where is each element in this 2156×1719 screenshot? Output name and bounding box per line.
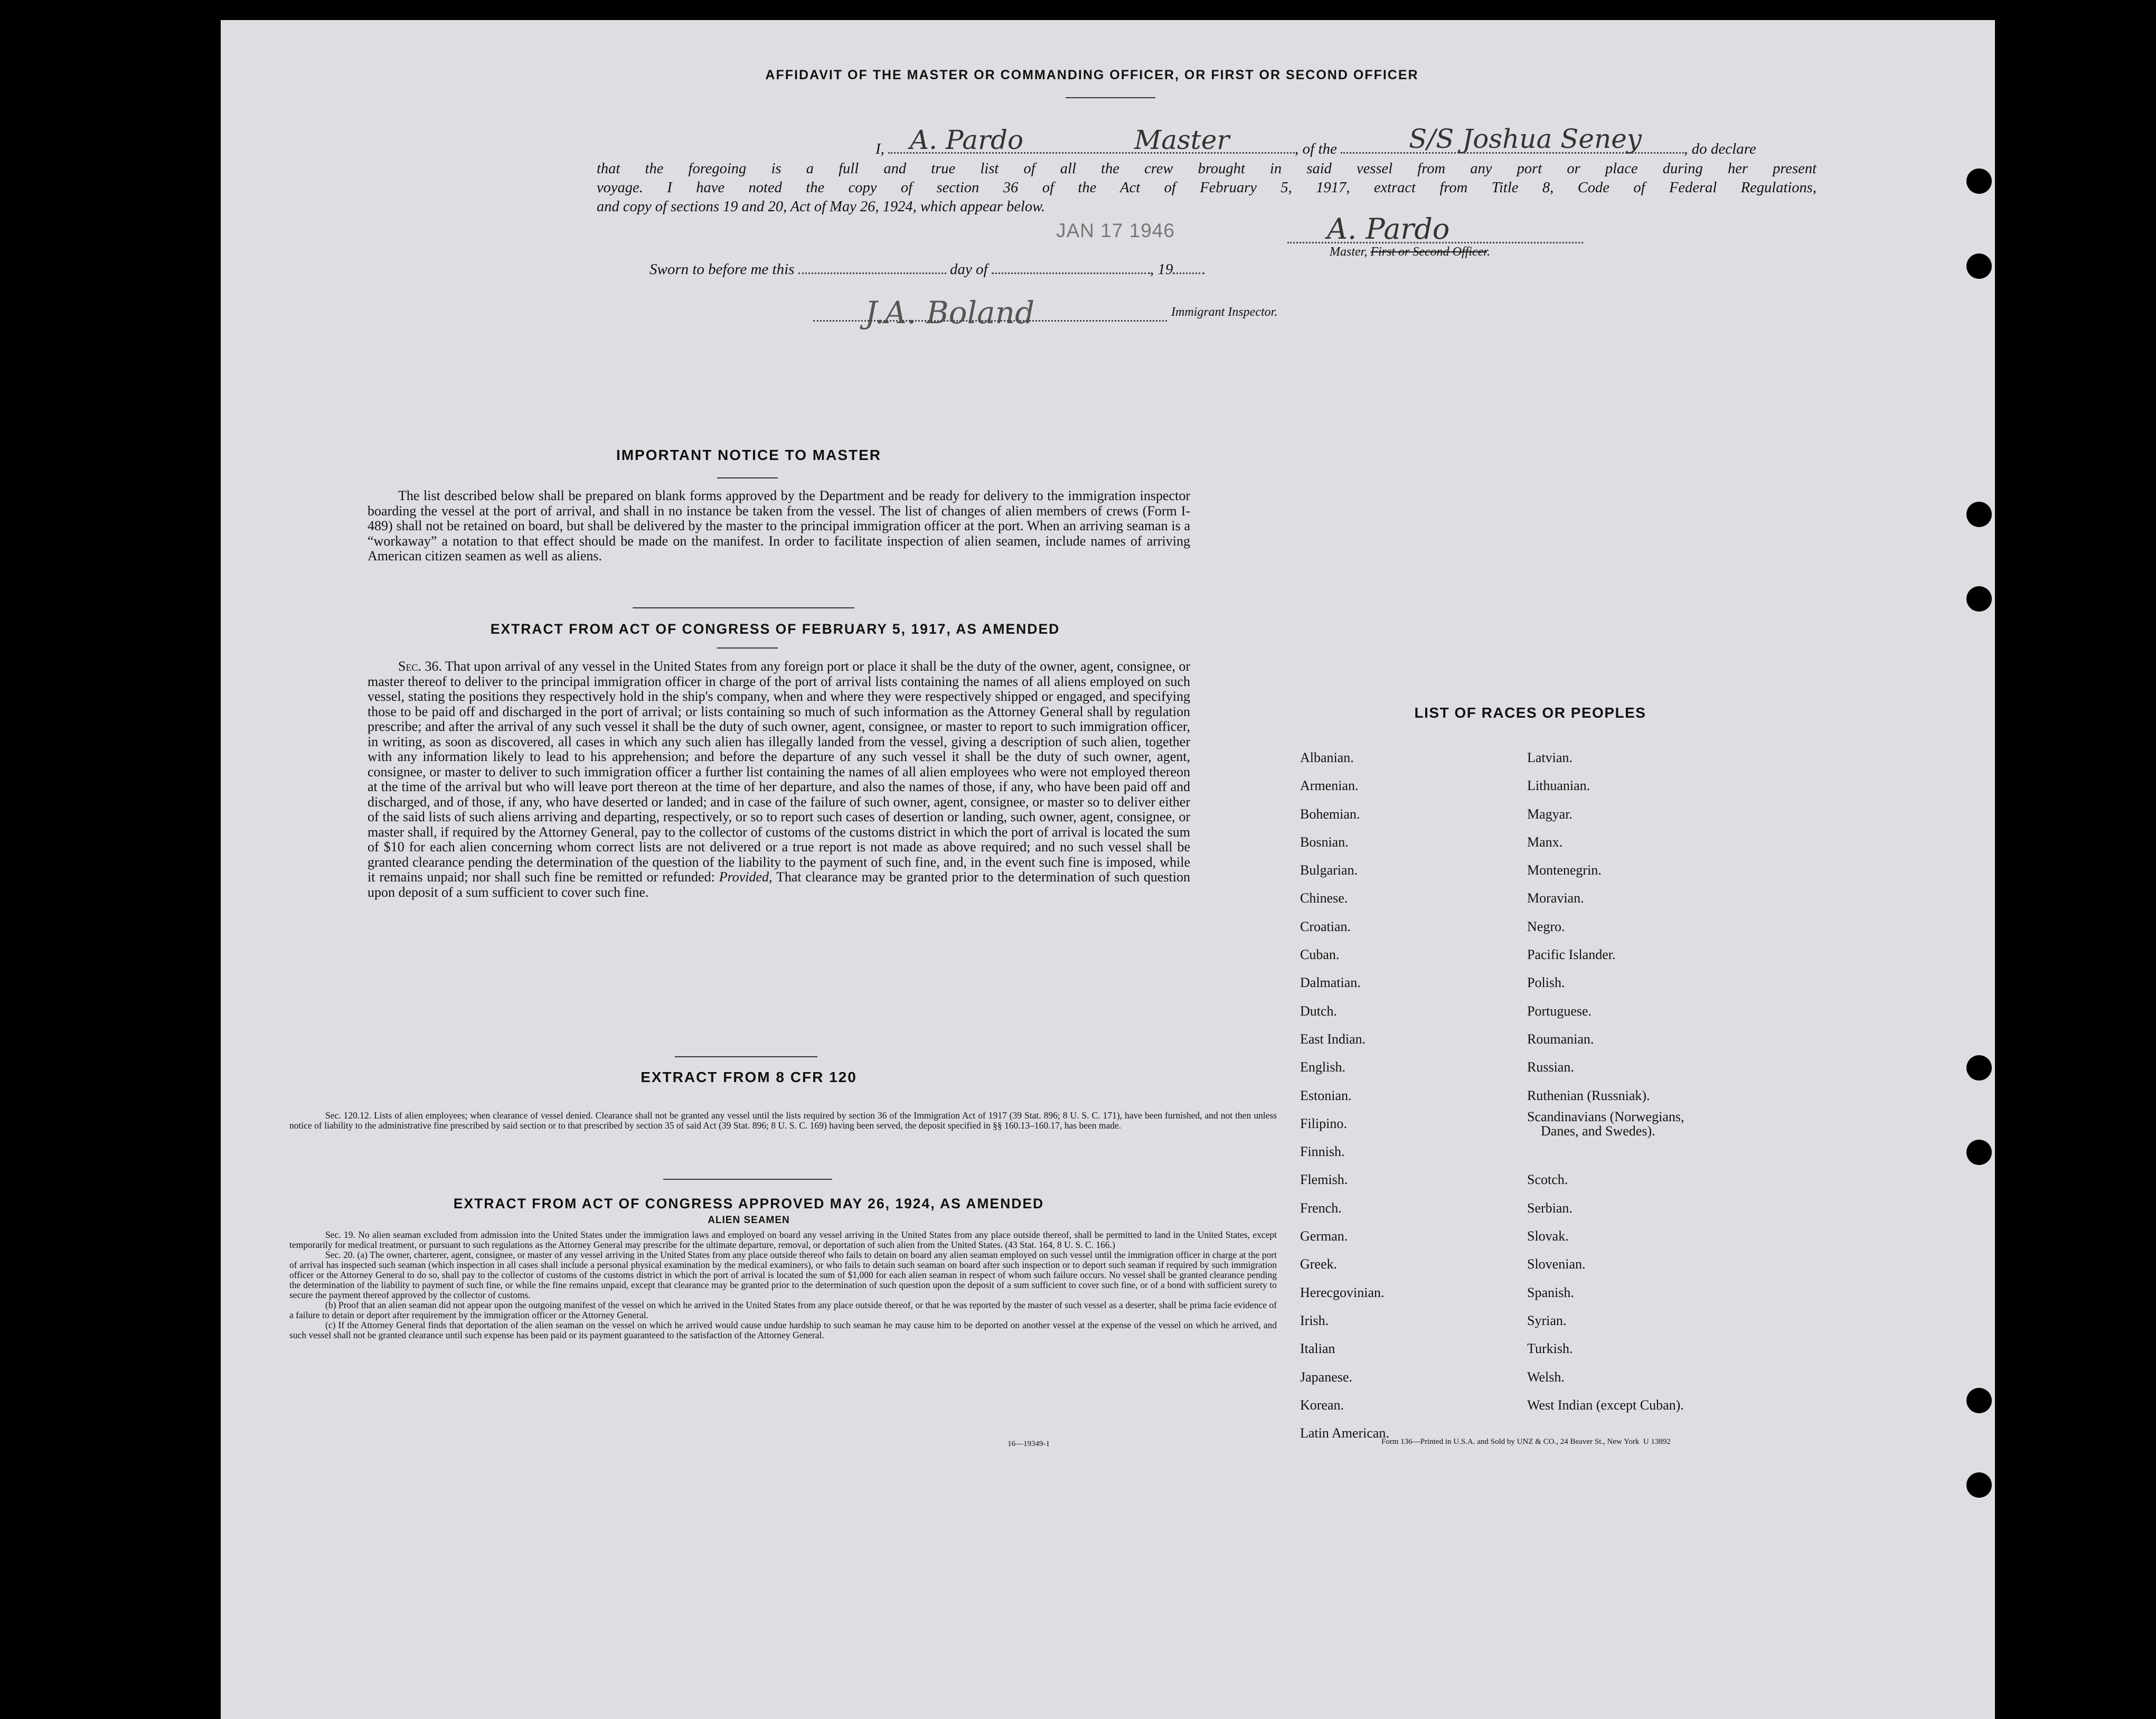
document-page: [221, 20, 1995, 1719]
notice-heading: IMPORTANT NOTICE TO MASTER: [616, 447, 882, 463]
year-label: , 19: [1150, 261, 1173, 278]
race-item: French.: [1300, 1200, 1342, 1216]
races-heading: LIST OF RACES OR PEOPLES: [1414, 704, 1646, 721]
race-item: Negro.: [1527, 918, 1565, 934]
race-item: Spanish.: [1527, 1284, 1574, 1300]
master-role-handwriting: Master: [1134, 125, 1230, 155]
race-item: English.: [1300, 1059, 1345, 1075]
race-item: German.: [1300, 1228, 1348, 1244]
sec20b-text: (b) Proof that an alien seaman did not appear upon the outgoing manifest of the vessel on which he arrived in the United States from any place outside thereof, or that he was reported by the master of such vessel as a deserter, shall be prima facie evidence of a failure to detain or deport after requirement by the immigration officer or the Attorney General.: [289, 1300, 1277, 1320]
struck-officer-text: First or Second Officer: [1370, 245, 1487, 259]
race-item: Cuban.: [1300, 947, 1340, 963]
race-item: Magyar.: [1527, 806, 1573, 822]
race-item: Slovak.: [1527, 1228, 1569, 1244]
cfr-rule: [663, 1179, 832, 1180]
punch-hole: [1966, 502, 1992, 527]
extract-1917-rule: [717, 647, 778, 649]
race-item: Lithuanian.: [1527, 778, 1590, 794]
race-item: Pacific Islander.: [1527, 947, 1616, 963]
race-item: Ruthenian (Russniak).: [1527, 1087, 1650, 1103]
day-of-label: day of: [949, 261, 988, 278]
race-item: Moravian.: [1527, 890, 1584, 906]
punch-hole: [1966, 586, 1992, 612]
punch-hole: [1966, 253, 1992, 279]
race-item: Manx.: [1527, 834, 1563, 850]
race-item: Irish.: [1300, 1312, 1329, 1328]
form-number: 16—19349-1: [1008, 1440, 1050, 1448]
race-item: Filipino.: [1300, 1115, 1347, 1131]
alien-seamen-subheading: ALIEN SEAMEN: [708, 1215, 790, 1226]
punch-hole: [1966, 1388, 1992, 1413]
punch-hole: [1966, 1472, 1992, 1498]
master-signature: A. Pardo: [1327, 212, 1450, 246]
notice-bottom-rule: [633, 607, 854, 608]
race-item: Welsh.: [1527, 1369, 1565, 1385]
signature-line: [1287, 242, 1583, 243]
do-declare-label: , do declare: [1684, 140, 1756, 157]
sworn-year-field[interactable]: [1173, 273, 1204, 274]
affidavit-body: [597, 159, 1816, 217]
race-item: Syrian.: [1527, 1312, 1567, 1328]
race-item: Armenian.: [1300, 778, 1359, 794]
race-item: Polish.: [1527, 975, 1565, 991]
sec36-body-end: That clearance may be granted prior to the determination of such question upon deposit of a sum sufficient to cover such fine.: [368, 869, 1191, 900]
race-item: Japanese.: [1300, 1369, 1352, 1385]
inspector-caption: Immigrant Inspector.: [1171, 305, 1278, 319]
race-item: Italian: [1300, 1341, 1335, 1357]
sec20a-text: Sec. 20. (a) The owner, charterer, agent, consignee, or master of any vessel arriving in the United States from any place outside thereof who fails to detain on board any alien seaman employed on such vessel until the immigration officer in charge at the port of arrival has inspected such seaman (which inspection in all cases shall include a personal physical examination by the medical examiners), or who fails to detain such seaman on board after such inspection or to deport such seaman if required by such immigration officer or the Attorney General to do so, shall pay to the collector of customs of the customs district in which the port of arrival is located the sum of $1,000 for each alien seaman in respect of whom such failure occurs. No vessel shall be granted clearance pending the determination of the liability to payment of such fine, or while the fine remains unpaid, except that clearance may be granted prior to the determination of such question upon the deposit of a sum sufficient to cover such fine, or of a bond with sufficient surety to secure the payment thereof approved by the collector of customs.: [289, 1250, 1277, 1300]
extract-1924-text: [289, 1230, 1277, 1340]
race-item: Scotch.: [1527, 1172, 1568, 1188]
race-item: Bohemian.: [1300, 806, 1360, 822]
affidavit-line: that the foregoing is a full and true list of all the crew brought in said vessel from any port or place during her present: [597, 161, 1816, 177]
inspector-signature: J.A. Boland: [865, 295, 1035, 331]
race-item: East Indian.: [1300, 1031, 1366, 1047]
race-item: Portuguese.: [1527, 1003, 1592, 1019]
master-caption-master: Master,: [1330, 245, 1368, 259]
race-item: Serbian.: [1527, 1200, 1573, 1216]
race-item: Dalmatian.: [1300, 975, 1361, 991]
master-name-handwriting: A. Pardo: [910, 125, 1024, 155]
race-item: Roumanian.: [1527, 1031, 1594, 1047]
race-item: Dutch.: [1300, 1003, 1338, 1019]
of-the-label: , of the: [1295, 140, 1337, 157]
cfr-text: Sec. 120.12. Lists of alien employees; when clearance of vessel denied. Clearance shall not be granted any vessel until the lists required by section 36 of the Immigration Act of 1917 (39 Stat. 896; 8 U. S. C. 171), have been furnished, and not then unless notice of liability to the administrative fine prescribed by said section or to that prescribed by section 35 of said Act (39 Stat. 896; 8 U. S. C. 169) having been served, the deposit specified in §§ 160.13–160.17, has been made.: [289, 1110, 1277, 1131]
inspector-line: [813, 320, 1167, 322]
printer-footer: Form 136—Printed in U.S.A. and Sold by UNZ & CO., 24 Beaver St., New York U 13892: [1381, 1438, 1671, 1446]
races-left-column: [1300, 744, 1389, 1447]
date-stamp: JAN 17 1946: [1056, 220, 1175, 241]
race-item: Finnish.: [1300, 1144, 1345, 1160]
sworn-day-field[interactable]: [798, 273, 946, 274]
affidavit-line: voyage. I have noted the copy of section 36 of the Act of February 5, 1917, extract from Title 8, Code of Federal Regulations,: [597, 180, 1816, 196]
affidavit-title: AFFIDAVIT OF THE MASTER OR COMMANDING OFFICER, OR FIRST OR SECOND OFFICER: [765, 68, 1419, 82]
notice-rule: [717, 477, 778, 478]
race-item: Latin American.: [1300, 1425, 1389, 1441]
sec36-body: That upon arrival of any vessel in the United States from any foreign port or place it shall be the duty of the owner, agent, consignee, or master thereof to deliver to the principal immigration officer in charge of the port of arrival lists containing the names of all aliens employed on such vessel, stating the positions they respectively hold in the ship's company, when and where they were respectively shipped or engaged, and specifying those to be paid off and discharged in the port of arrival; or lists containing so much of such information as the Attorney General shall by regulation prescribe; and after the arrival of any such vessel it shall be the duty of such owner, agent, consignee, or master to report to such immigration officer, in writing, as soon as discovered, all cases in which any such alien has illegally landed from the vessel, giving a description of such alien, together with any information likely to lead to his apprehension; and before the departure of any such vessel it shall be the duty of such owner, agent, consignee, or master to deliver to such immigration officer a further list containing the names of all alien employees who were not employed thereon at the time of the arrival but who will leave port thereon at the time of her departure, and also the names of those, if any, who have been paid off and discharged, and of those, if any, who have deserted or landed; and in case of the failure of such owner, agent, consignee, or master so to deliver either of the said lists of such aliens arriving and departing, respectively, or so to report such cases of desertion or landing, such owner, agent, consignee, or master shall, if required by the Attorney General, pay to the collector of customs of the customs district in which the port of arrival is located the sum of $10 for each alien concerning whom correct lists are not delivered or a true report is not made as above required; and no such vessel shall be granted clearance pending the determination of the question of the liability to the payment of such fine, and, in the event such fine is imposed, while it remains unpaid; nor shall such fine be remitted or refunded:: [368, 659, 1190, 885]
proviso-word: Provided,: [719, 869, 773, 885]
race-item: Russian.: [1527, 1059, 1574, 1075]
race-item: Albanian.: [1300, 750, 1354, 765]
race-item: Montenegrin.: [1527, 862, 1602, 878]
race-item: Estonian.: [1300, 1087, 1352, 1103]
race-item: Croatian.: [1300, 918, 1351, 934]
race-item: Greek.: [1300, 1256, 1338, 1272]
sec20c-text: (c) If the Attorney General finds that deportation of the alien seaman on the vessel on which he arrived would cause undue hardship to such seaman he may cause him to be deported on another vessel at the expense of the vessel on which he arrived, and such vessel shall not be granted clearance until such expense has been paid or its payment guaranteed to the satisfaction of the Attorney General.: [289, 1320, 1277, 1340]
race-item: Bosnian.: [1300, 834, 1349, 850]
race-item: Korean.: [1300, 1397, 1344, 1413]
sworn-label: Sworn to before me this: [649, 261, 795, 278]
sworn-line: [649, 261, 1204, 278]
title-rule: [1066, 97, 1155, 98]
notice-text: The list described below shall be prepared on blank forms approved by the Department and be ready for delivery to the immigration inspector boarding the vessel at the port of arrival, and shall in no instance be taken from the vessel. The list of changes of alien members of crews (Form I-489) shall not be retained on board, but shall be delivered by the master to the principal immigration officer at the port. When an arriving seaman is a “workaway” a notation to that effect should be made on the manifest. In order to facilitate inspection of alien seamen, include names of arriving American citizen seamen as well as aliens.: [368, 488, 1190, 563]
races-right-column: [1527, 744, 1684, 1419]
punch-hole: [1966, 168, 1992, 194]
race-item: Chinese.: [1300, 890, 1348, 906]
race-item: Scandinavians (Norwegians,: [1527, 1109, 1684, 1124]
race-item: Herecgovinian.: [1300, 1284, 1385, 1300]
sec19-text: Sec. 19. No alien seaman excluded from admission into the United States under the immigration laws and employed on board any vessel arriving in the United States from any place outside thereof, shall be permitted to land in the United States, except temporarily for medical treatment, or pursuant to such regulations as the Attorney General may prescribe for the ultimate departure, removal, or deportation of such alien from the United States. (43 Stat. 164, 8 U. S. C. 166.): [289, 1229, 1277, 1250]
cfr-heading: EXTRACT FROM 8 CFR 120: [641, 1069, 857, 1085]
race-item: Flemish.: [1300, 1172, 1348, 1188]
master-caption-end: .: [1486, 245, 1490, 259]
race-item: Turkish.: [1527, 1341, 1573, 1357]
i-label: I,: [875, 140, 884, 157]
race-item: Danes, and Swedes).: [1527, 1123, 1655, 1139]
sec36-label: Sec. 36.: [398, 659, 442, 674]
master-caption: [1330, 245, 1490, 259]
race-item: West Indian (except Cuban).: [1527, 1397, 1684, 1413]
extract-1924-heading: EXTRACT FROM ACT OF CONGRESS APPROVED MAY 26, 1924, AS AMENDED: [453, 1196, 1044, 1211]
race-item: Bulgarian.: [1300, 862, 1358, 878]
extract-1917-bottom-rule: [675, 1056, 817, 1057]
sworn-month-field[interactable]: [992, 273, 1150, 274]
sec36-text: [368, 659, 1190, 900]
extract-1917-heading: EXTRACT FROM ACT OF CONGRESS OF FEBRUARY 5, 1917, AS AMENDED: [490, 621, 1060, 637]
vessel-name-handwriting: S/S Joshua Seney: [1409, 124, 1642, 154]
punch-hole: [1966, 1140, 1992, 1165]
affidavit-line: and copy of sections 19 and 20, Act of May 26, 1924, which appear below.: [597, 199, 1046, 215]
race-item: Slovenian.: [1527, 1256, 1586, 1272]
punch-hole: [1966, 1055, 1992, 1081]
race-item: Latvian.: [1527, 750, 1573, 765]
